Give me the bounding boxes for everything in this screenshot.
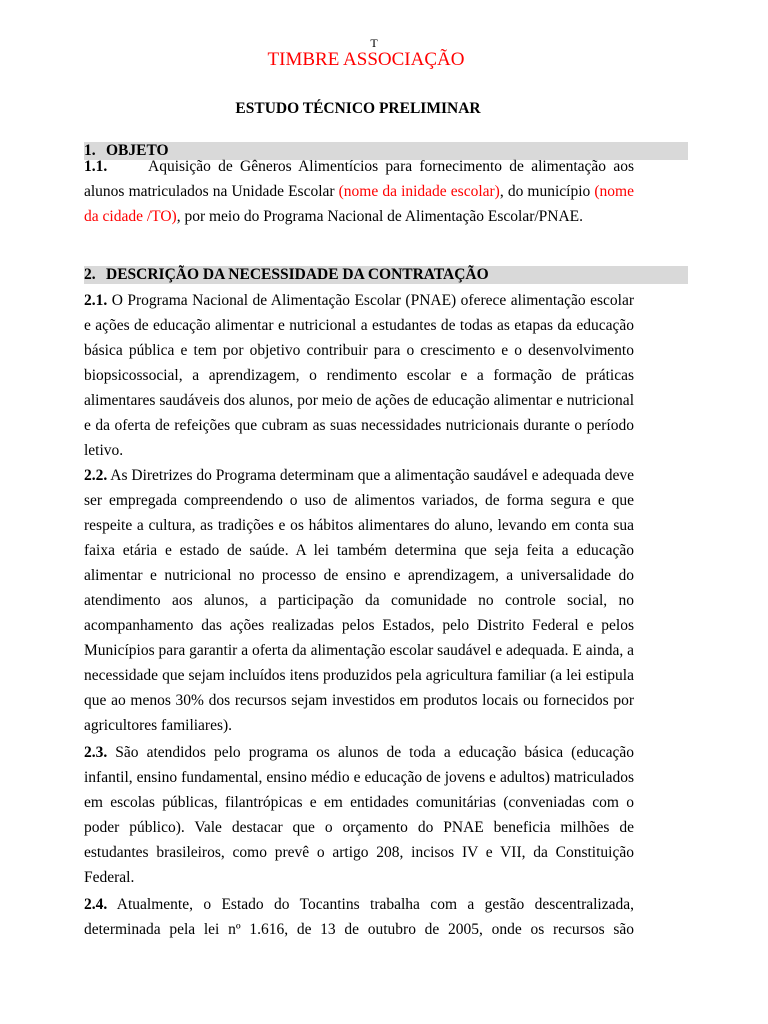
paragraph-line bbox=[84, 743, 634, 763]
paragraph-line: alimentares saudáveis dos alunos, por meio de ações de educação alimentar e nutricional bbox=[84, 392, 634, 409]
item-text: , por meio do Programa Nacional de Alimentação Escolar/PNAE. bbox=[176, 208, 584, 225]
letterhead-title: TIMBRE ASSOCIAÇÃO bbox=[267, 49, 465, 70]
paragraph-line bbox=[84, 207, 634, 227]
paragraph-line bbox=[84, 466, 634, 486]
item-text: São atendidos pelo programa os alunos de toda a educação básica (educação bbox=[107, 744, 634, 761]
paragraph-line: atendimento aos alunos, a participação da comunidade no controle social, no bbox=[84, 592, 634, 609]
item-text: alunos matriculados na Unidade Escolar bbox=[84, 183, 339, 200]
section-title: OBJETO bbox=[106, 142, 169, 159]
item-number: 2.4. bbox=[84, 896, 108, 913]
paragraph-line: ser empregada compreendendo o uso de alimentos variados, de forma segura e que bbox=[84, 492, 634, 509]
paragraph-line: respeite a cultura, as tradições e os hábitos alimentares do aluno, levando em conta sua bbox=[84, 517, 634, 534]
paragraph-line: que ao menos 30% dos recursos sejam investidos em produtos locais ou fornecidos por bbox=[84, 692, 634, 709]
placeholder-city-end: da cidade /TO) bbox=[84, 208, 177, 225]
section-heading-necessidade bbox=[84, 266, 688, 284]
paragraph-line bbox=[84, 895, 634, 915]
paragraph-line: estudantes brasileiros, como prevê o artigo 208, incisos IV e VII, da Constituição bbox=[84, 844, 634, 861]
document-title: ESTUDO TÉCNICO PRELIMINAR bbox=[235, 100, 481, 117]
paragraph-line: necessidade que sejam incluídos itens produzidos pela agricultura familiar (a lei estipula bbox=[84, 667, 634, 684]
header-mark: T bbox=[370, 36, 378, 50]
section-number: 2. bbox=[84, 266, 96, 283]
paragraph-line: e ações de educação alimentar e nutricional a estudantes de todas as etapas da educação bbox=[84, 317, 634, 334]
item-number: 1.1. bbox=[84, 158, 108, 175]
paragraph-line: poder público). Vale destacar que o orçamento do PNAE beneficia milhões de bbox=[84, 819, 634, 836]
paragraph-line: determinada pela lei nº 1.616, de 13 de outubro de 2005, onde os recursos são bbox=[84, 921, 634, 938]
item-text: Aquisição de Gêneros Alimentícios para fornecimento de alimentação aos bbox=[148, 158, 634, 175]
item-text: , do município bbox=[499, 183, 595, 200]
section-number: 1. bbox=[84, 142, 96, 159]
paragraph-line: biopsicossocial, a aprendizagem, o rendimento escolar e a formação de práticas bbox=[84, 367, 634, 384]
paragraph-line: agricultores familiares). bbox=[84, 717, 233, 734]
item-number: 2.3. bbox=[84, 744, 108, 761]
paragraph-line: Municípios para garantir a oferta da alimentação escolar saudável e adequada. E ainda, a bbox=[84, 642, 634, 659]
paragraph-line bbox=[84, 182, 634, 202]
item-text: Atualmente, o Estado do Tocantins trabalha com a gestão descentralizada, bbox=[107, 896, 634, 913]
section-title: DESCRIÇÃO DA NECESSIDADE DA CONTRATAÇÃO bbox=[106, 266, 489, 283]
paragraph-line: em escolas públicas, filantrópicas e em entidades comunitárias (conveniadas com o bbox=[84, 794, 634, 811]
paragraph-line: letivo. bbox=[84, 442, 124, 459]
paragraph-line: acompanhamento das ações realizadas pelos Estados, pelo Distrito Federal e pelos bbox=[84, 617, 634, 634]
paragraph-line: e da oferta de refeições que cubram as suas necessidades nutricionais durante o período bbox=[84, 417, 634, 434]
paragraph-line: básica pública e tem por objetivo contribuir para o crescimento e o desenvolvimento bbox=[84, 342, 634, 359]
paragraph-line: infantil, ensino fundamental, ensino médio e educação de jovens e adultos) matriculados bbox=[84, 769, 634, 786]
paragraph-line: faixa etária e estado de saúde. A lei também determina que seja feita a educação bbox=[84, 542, 634, 559]
placeholder-school-name: (nome da inidade escolar) bbox=[338, 183, 500, 200]
item-number: 2.1. bbox=[84, 292, 108, 309]
paragraph-line bbox=[84, 291, 634, 311]
item-number: 2.2. bbox=[84, 467, 108, 484]
item-text: O Programa Nacional de Alimentação Escolar (PNAE) oferece alimentação escolar bbox=[107, 292, 634, 309]
item-text: As Diretrizes do Programa determinam que a alimentação saudável e adequada deve bbox=[107, 467, 635, 484]
placeholder-city-start: (nome bbox=[594, 183, 634, 200]
paragraph-line: Federal. bbox=[84, 869, 135, 886]
paragraph-line bbox=[84, 157, 634, 177]
paragraph-line: alimentar e nutricional no processo de ensino e aprendizagem, a universalidade do bbox=[84, 567, 634, 584]
